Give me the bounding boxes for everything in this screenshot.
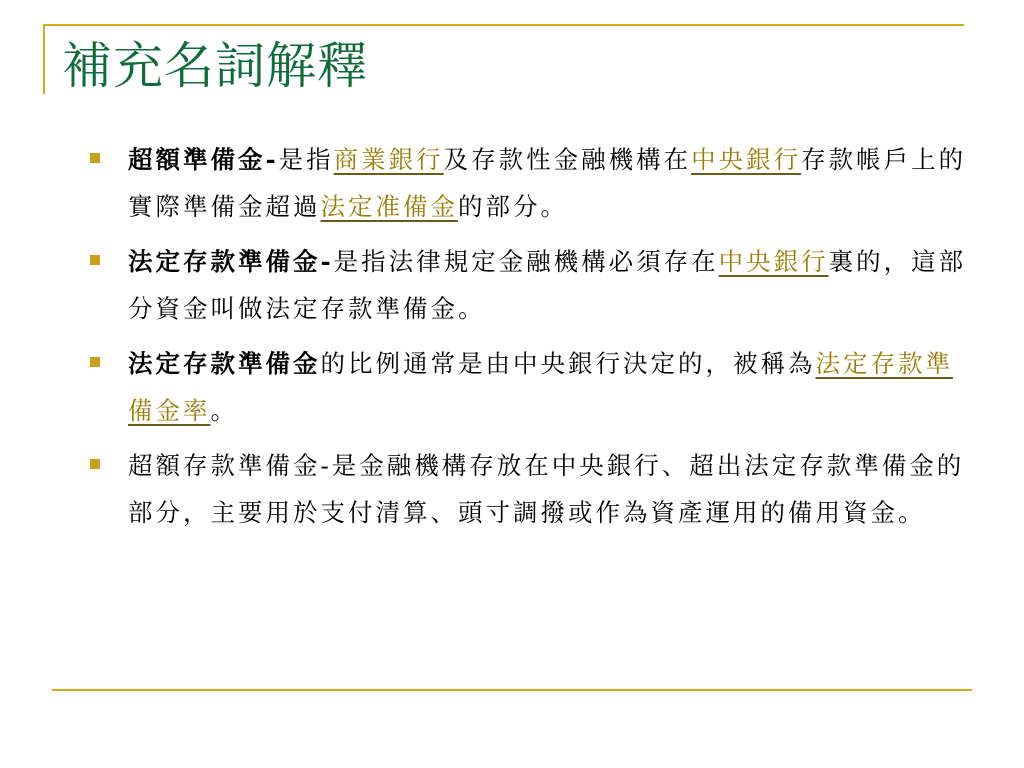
square-bullet-icon — [90, 357, 100, 367]
body-text: 的部分。 — [458, 192, 568, 221]
body-text: 的比例通常是由中央銀行決定的，被稱為 — [320, 349, 816, 378]
body-text: 。 — [210, 396, 238, 425]
top-rule — [43, 24, 964, 26]
body-text: 存款帳戶上的實際準備金超過 — [128, 145, 967, 221]
body-text: 是指法律規定金融機構必須存在 — [333, 247, 719, 276]
square-bullet-icon — [90, 153, 100, 163]
body-text: 超額存款準備金-是金融機構存放在中央銀行、超出法定存款準備金的部分，主要用於支付清算、頭寸調撥或作為資產運用的備用資金。 — [128, 451, 965, 527]
term-label: 超額準備金- — [128, 145, 279, 174]
square-bullet-icon — [90, 459, 100, 469]
body-text: 是指 — [278, 145, 334, 174]
body-text: 及存款性金融機構在 — [443, 145, 692, 174]
bullet-item-reserve-ratio — [90, 340, 970, 434]
link-commercial-bank[interactable]: 商業銀行 — [333, 145, 444, 174]
link-central-bank[interactable]: 中央銀行 — [691, 145, 802, 174]
bullet-item-excess-reserve — [90, 136, 970, 230]
body-text: 裏的，這部分資金叫做法定存款準備金。 — [128, 247, 967, 323]
bullet-item-excess-deposit-reserve — [90, 442, 970, 536]
link-reserve-ratio[interactable]: 法定存款準備金率 — [128, 349, 953, 425]
square-bullet-icon — [90, 255, 100, 265]
bullet-list — [90, 136, 970, 544]
slide-title: 補充名詞解釋 — [62, 37, 368, 95]
bottom-rule — [52, 689, 972, 691]
term-label: 法定存款準備金- — [128, 247, 334, 276]
bullet-item-statutory-reserve — [90, 238, 970, 332]
left-rule — [43, 24, 45, 94]
link-statutory-reserve[interactable]: 法定准備金 — [320, 192, 458, 221]
term-label: 法定存款準備金 — [128, 349, 321, 378]
link-central-bank[interactable]: 中央銀行 — [718, 247, 829, 276]
